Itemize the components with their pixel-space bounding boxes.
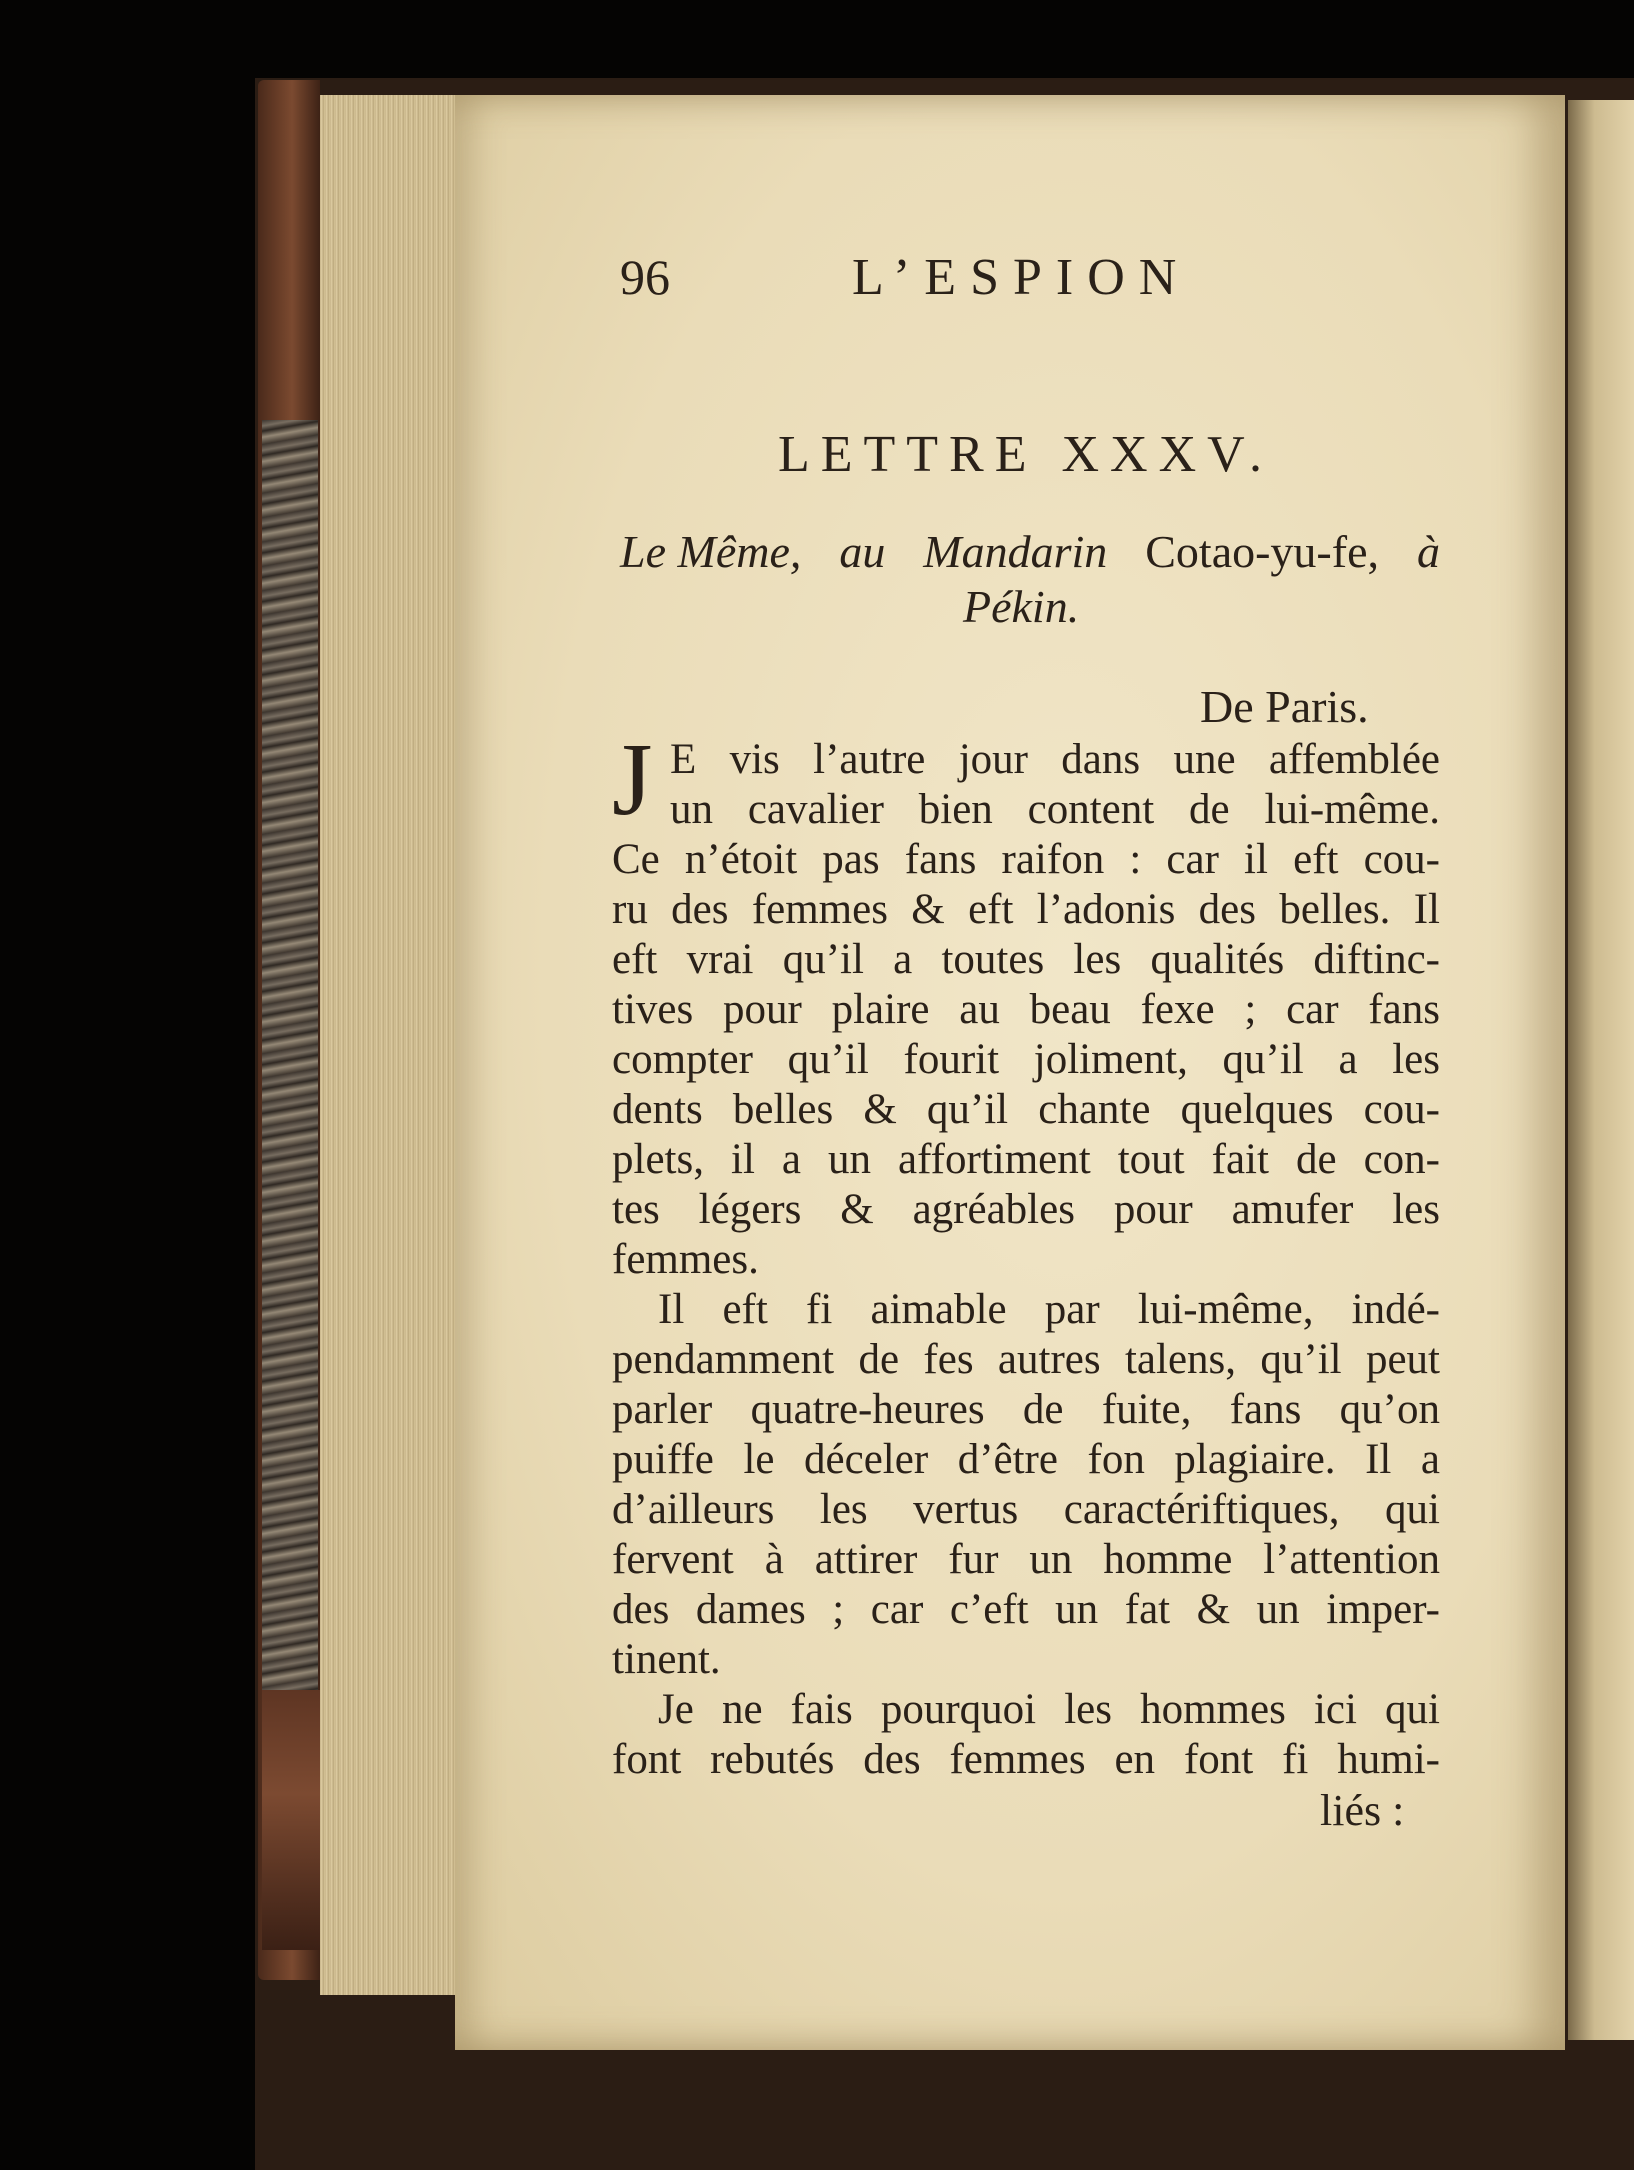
body-line: puiffe le déceler d’être fon plagiaire. Il a xyxy=(612,1436,1440,1483)
addressee-at: à xyxy=(1416,526,1440,577)
running-head: L’ESPION xyxy=(852,249,1191,306)
body-line: dents belles & qu’il chante quelques cou- xyxy=(612,1086,1440,1133)
body-line: Je ne fais pourquoi les hommes ici qui xyxy=(658,1686,1440,1733)
facing-page-edge xyxy=(1568,100,1634,2040)
page-edges xyxy=(320,95,460,1995)
body-line: compter qu’il fourit joliment, qu’il a les xyxy=(612,1036,1440,1083)
body-line: E vis l’autre jour dans une affemblée xyxy=(670,736,1440,783)
body-line: parler quatre-heures de fuite, fans qu’on xyxy=(612,1386,1440,1433)
body-line: des dames ; car c’eft un fat & un imper- xyxy=(612,1586,1440,1633)
addressee-city: Pékin. xyxy=(963,581,1080,632)
leather-corner xyxy=(262,1690,320,1950)
body-line: Ce n’étoit pas fans raifon : car il eft cou- xyxy=(612,836,1440,883)
addressee-prep: au xyxy=(839,526,886,577)
addressee-recipient: Cotao-yu-fe, xyxy=(1145,526,1379,577)
body-line: d’ailleurs les vertus caractériftiques, qui xyxy=(612,1486,1440,1533)
addressee-name: Le Même, xyxy=(620,526,802,577)
body-line: eft vrai qu’il a toutes les qualités diftinc- xyxy=(612,936,1440,983)
marbled-cover-board xyxy=(262,420,318,1720)
body-line: tinent. xyxy=(612,1636,721,1683)
body-line: font rebutés des femmes en font fi humi- xyxy=(612,1736,1440,1783)
body-line: pendamment de fes autres talens, qu’il peut xyxy=(612,1336,1440,1383)
catchword: liés : xyxy=(1320,1786,1405,1835)
body-line: Il eft fi aimable par lui-même, indé- xyxy=(658,1286,1440,1333)
body-line: fervent à attirer fur un homme l’attention xyxy=(612,1536,1440,1583)
addressee-line xyxy=(620,525,1440,578)
body-line: femmes. xyxy=(612,1236,759,1283)
body-line: un cavalier bien content de lui-même. xyxy=(670,786,1440,833)
body-line: ru des femmes & eft l’adonis des belles. Il xyxy=(612,886,1440,933)
body-line: tes légers & agréables pour amufer les xyxy=(612,1186,1440,1233)
drop-cap: J xyxy=(612,722,653,837)
addressee-title: Mandarin xyxy=(923,526,1108,577)
body-line: plets, il a un affortiment tout fait de con- xyxy=(612,1136,1440,1183)
dateline: De Paris. xyxy=(1200,681,1369,732)
body-line: tives pour plaire au beau fexe ; car fans xyxy=(612,986,1440,1033)
page-number: 96 xyxy=(620,249,670,305)
letter-title: LETTRE XXXV. xyxy=(778,426,1274,483)
